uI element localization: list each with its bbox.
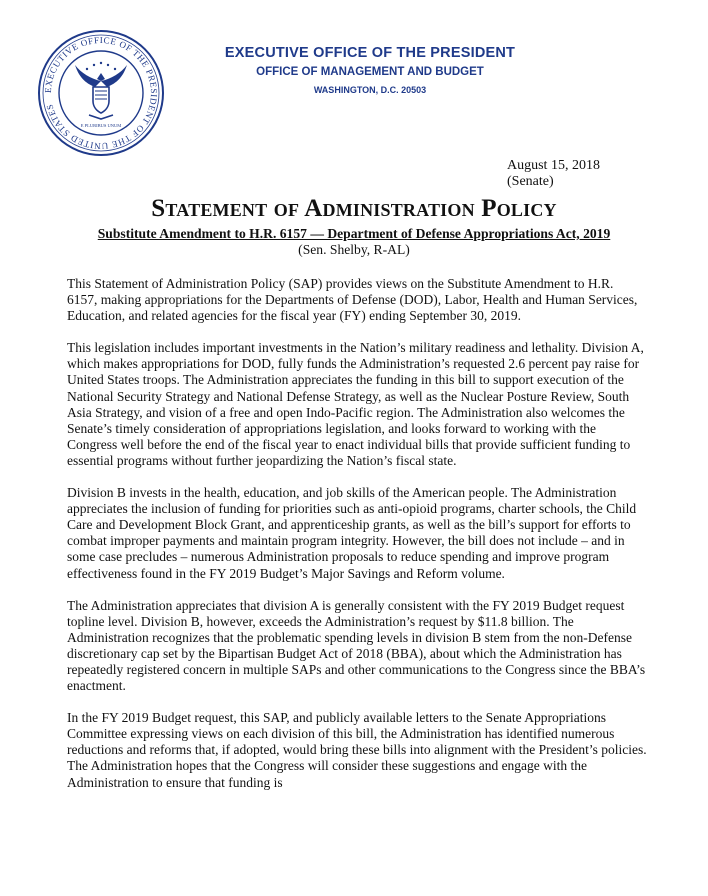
seal-motto: E PLURIBUS UNUM xyxy=(80,123,122,128)
document-title: Statement of Administration Policy xyxy=(151,195,557,222)
date-block xyxy=(507,158,600,190)
seal-ring-text: EXECUTIVE OFFICE OF THE PRESIDENT OF THE UNITED STATES xyxy=(42,34,160,152)
letterhead-address: WASHINGTON, D.C. 20503 xyxy=(313,85,427,95)
svg-text:EXECUTIVE OFFICE OF THE PRESID xyxy=(43,35,159,151)
paragraph-2: This legislation includes important investments in the Nation’s military readiness and lethality. Division A, which makes appropriations for DOD, fully funds the Administration’s requested 2.6 percent pay raise for United States troops. The Administration appreciates the funding in this bill to support execution of the National Security Strategy and National Defense Strategy, as well as the Nuclear Posture Review, South Asia Strategy, and vision of a free and open Indo-Pacific region. The Administration also welcomes the Senate’s timely consideration of appropriations legislation, and looks forward to working with the Congress well before the end of the fiscal year to enact individual bills that provide sufficient funding to essential programs without further jeopardizing the Nation’s fiscal state. xyxy=(67,340,644,468)
eagle-icon xyxy=(75,62,127,119)
chamber-label: (Senate) xyxy=(507,174,554,189)
statement-date: August 15, 2018 xyxy=(507,158,600,173)
letterhead-omb: OFFICE OF MANAGEMENT AND BUDGET xyxy=(256,66,484,78)
paragraph-1: This Statement of Administration Policy (SAP) provides views on the Substitute Amendment to H.R. 6157, making appropriations for the Departments of Defense (DOD), Labor, Health and Human Services, Education, and related agencies for the fiscal year (FY) ending September 30, 2019. xyxy=(67,276,638,324)
bill-subtitle: Substitute Amendment to H.R. 6157 — Department of Defense Appropriations Act, 2019 xyxy=(97,226,611,241)
presidential-seal xyxy=(37,29,165,157)
paragraph-5: In the FY 2019 Budget request, this SAP, and publicly available letters to the Senate Appropriations Committee expressing views on each division of this bill, the Administration has identified numerous reductions and reforms that, if adopted, would bring these bills into alignment with the President’s policies. The Administration hopes that the Congress will consider these suggestions and engage with the Administration to ensure that funding is xyxy=(67,710,647,790)
letterhead-office: EXECUTIVE OFFICE OF THE PRESIDENT xyxy=(224,45,516,61)
document-body xyxy=(67,276,647,807)
letterhead xyxy=(190,44,550,97)
bill-sponsor: (Sen. Shelby, R-AL) xyxy=(298,242,410,257)
paragraph-4: The Administration appreciates that division A is generally consistent with the FY 2019 Budget request topline level. Division B, however, exceeds the Administration’s request by $11.8 billion. The Administration recognizes that the problematic spending levels in division B stem from the non-Defense discretionary cap set by the Bipartisan Budget Act of 2018 (BBA), about which the Administration has repeatedly registered concern in multiple SAPs and other communications to the Congress since the BBA’s enactment. xyxy=(67,597,646,694)
paragraph-3: Division B invests in the health, education, and job skills of the American people. The Administration appreciates the inclusion of funding for priorities such as anti-opioid programs, charter schools, the Child Care and Development Block Grant, and apprenticeship grants, as well as the bill’s support for efforts to combat improper payments and maintain program integrity. However, the bill does not include – and in some case precludes – numerous Administration proposals to reduce spending and improve program effectiveness found in the FY 2019 Budget’s Major Savings and Reform volume. xyxy=(67,485,637,581)
